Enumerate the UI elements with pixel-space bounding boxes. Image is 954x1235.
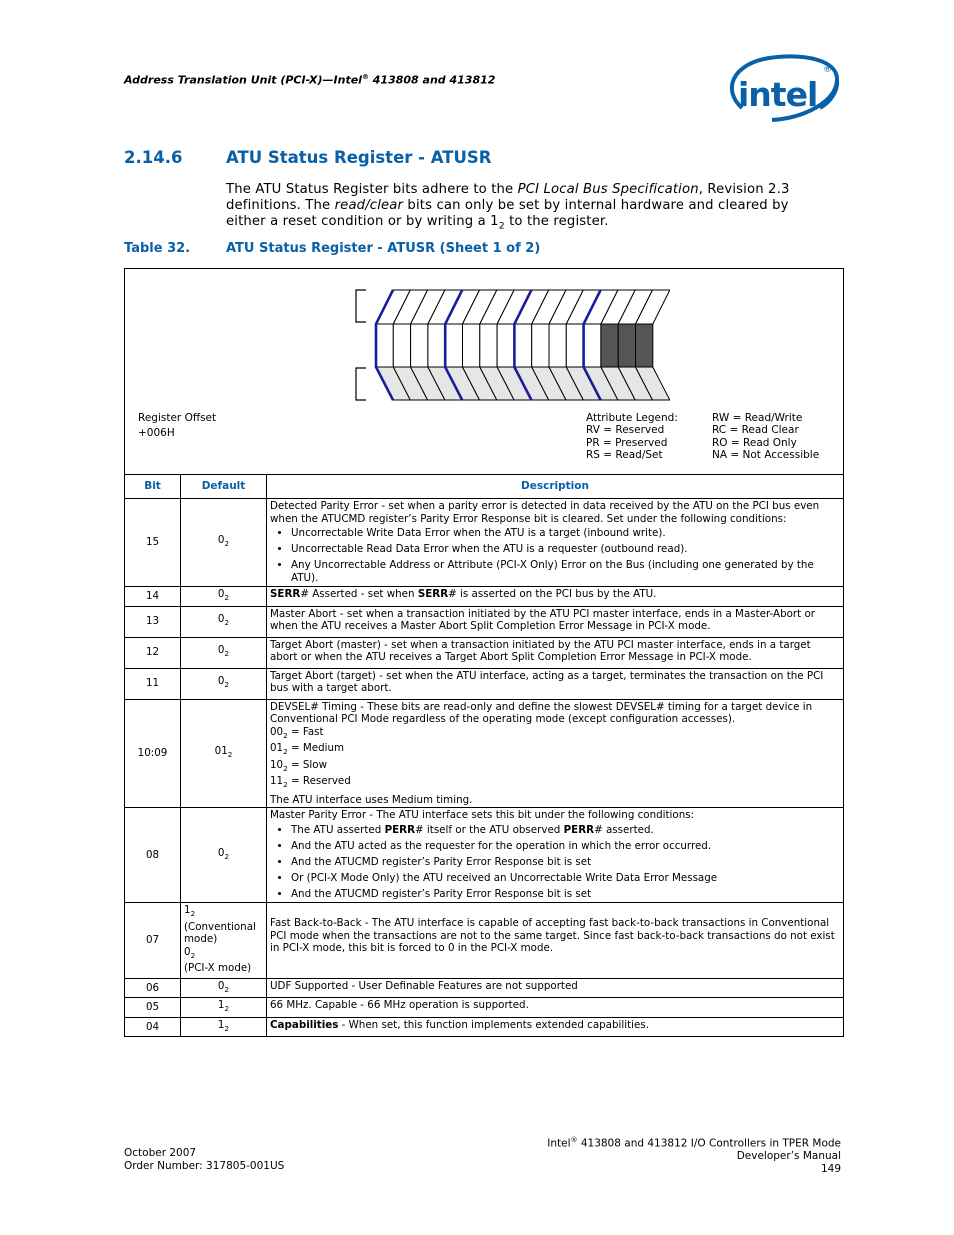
register-bit-diagram [350,282,670,404]
page-number: 149 [820,1162,841,1175]
bit-cell [532,324,549,367]
bit-cell [376,324,393,367]
table-header-row [125,475,844,499]
attribute-legend-right: RW = Read/Write RC = Read Clear RO = Read Only NA = Not Accessible [712,412,820,461]
intro-paragraph: The ATU Status Register bits adhere to the PCI Local Bus Specification, Revision 2.3 definitions. The read/clear bits can only be set by internal hardware and cleared by either a reset condition or by writing a $1_2$ to the register. [226,182,790,232]
section-number: 2.14.6 [124,148,183,167]
bit-cell [393,324,410,367]
col-description: Description [267,475,844,499]
attribute-legend-left: Attribute Legend: RV = Reserved PR = Preserved RS = Read/Set [586,412,678,461]
bit-cell [618,324,635,367]
footer-left: October 2007 Order Number: 317805-001US [124,1147,285,1172]
bit-cell [497,324,514,367]
table-row: 14 $0_2$ SERR# Asserted - set when SERR# is asserted on the PCI bus by the ATU. [125,587,844,607]
bit-cell [428,324,445,367]
footer-right: Intel® 413808 and 413812 I/O Controllers in TPER Mode Developer’s Manual 149 [547,1136,841,1175]
table-row: 10:09 $01_2$ DEVSEL# Timing - These bits are read-only and define the slowest DEVSEL# timing for a target device in Conventional PCI Mode regardless of the operating mode (except configuration accesses). $00_2$ = Fast $01_2$ = Medium $10_2$ = Slow $11_2$ = Reserved The ATU interface uses Medium timing. [125,699,844,808]
table-row: 06 $0_2$ UDF Supported - User Definable Features are not supported [125,978,844,998]
bit-cell [463,324,480,367]
bit-cell [411,324,428,367]
table-row: 11 $0_2$ Target Abort (target) - set when the ATU interface, acting as a target, terminates the transaction on the PCI bus with a target abort. [125,668,844,699]
col-default: Default [181,475,267,499]
table-row: 07 $1_2$ (Conventional mode) $0_2$ (PCI-X mode) Fast Back-to-Back - The ATU interface is capable of accepting fast back-to-back transactions in Conventional PCI mode when the transactions are not to the same target. Since fast back-to-back transactions do not exist in PCI-X mode, this bit is forced to 0 in the PCI-X mode. [125,903,844,979]
svg-text:®: ® [823,65,832,75]
table-row: 13 $0_2$ Master Abort - set when a transaction initiated by the ATU PCI master interface, ends in a Master-Abort or when the ATU receives a Master Abort Split Completion Error Message in PCI-X mode. [125,606,844,637]
table-row: 04 $1_2$ Capabilities - When set, this function implements extended capabilities. [125,1017,844,1037]
section-title: ATU Status Register - ATUSR [226,148,492,167]
bit-cell [636,324,653,367]
table-row: 08 $0_2$ Master Parity Error - The ATU interface sets this bit under the following conditions: • The ATU asserted PERR# itself or the ATU observed PERR# asserted. • And the ATU acted as the requester for the operation in which the error occurred. • And the ATUCMD register’s Parity Error Response bit is set • Or (PCI-X Mode Only) the ATU received an Uncorrectable Write Data Error Message • And the ATUCMD register’s Parity Error Response bit is set [125,808,844,903]
bit-cell [445,324,462,367]
table-number: Table 32. [124,241,191,256]
bit-cell [601,324,618,367]
table-title: ATU Status Register - ATUSR (Sheet 1 of 2) [226,241,541,256]
bit-cell [584,324,601,367]
table-row: 05 $1_2$ 66 MHz. Capable - 66 MHz operation is supported. [125,998,844,1018]
intel-logo [724,50,842,128]
table-row: 12 $0_2$ Target Abort (master) - set when a transaction initiated by the ATU PCI master interface, ends in a target abort or when the ATU receives a Target Abort Split Completion Error Message in PCI-X mode. [125,637,844,668]
table-row: 15 $0_2$ Detected Parity Error - set when a parity error is detected in data received by the ATU on the PCI bus even when the ATUCMD register’s Parity Error Response bit is cleared. Set under the following conditions: • Uncorrectable Write Data Error when the ATU is a target (inbound write). • Uncorrectable Read Data Error when the ATU is a requester (outbound read). • Any Uncorrectable Address or Attribute (PCI-X Only) Error on the Bus (including one generated by the ATU). [125,499,844,587]
bit-cell [514,324,531,367]
register-table [124,474,844,1037]
svg-text:intel: intel [738,75,818,114]
bit-cell [480,324,497,367]
register-offset: Register Offset +006H [138,412,217,439]
col-bit: Bit [125,475,181,499]
bit-cell [549,324,566,367]
running-header: Address Translation Unit (PCI-X)—Intel® 413808 and 413812 [124,73,496,87]
upper-bracket [356,290,366,322]
bit-cell [566,324,583,367]
lower-bracket [356,368,366,400]
